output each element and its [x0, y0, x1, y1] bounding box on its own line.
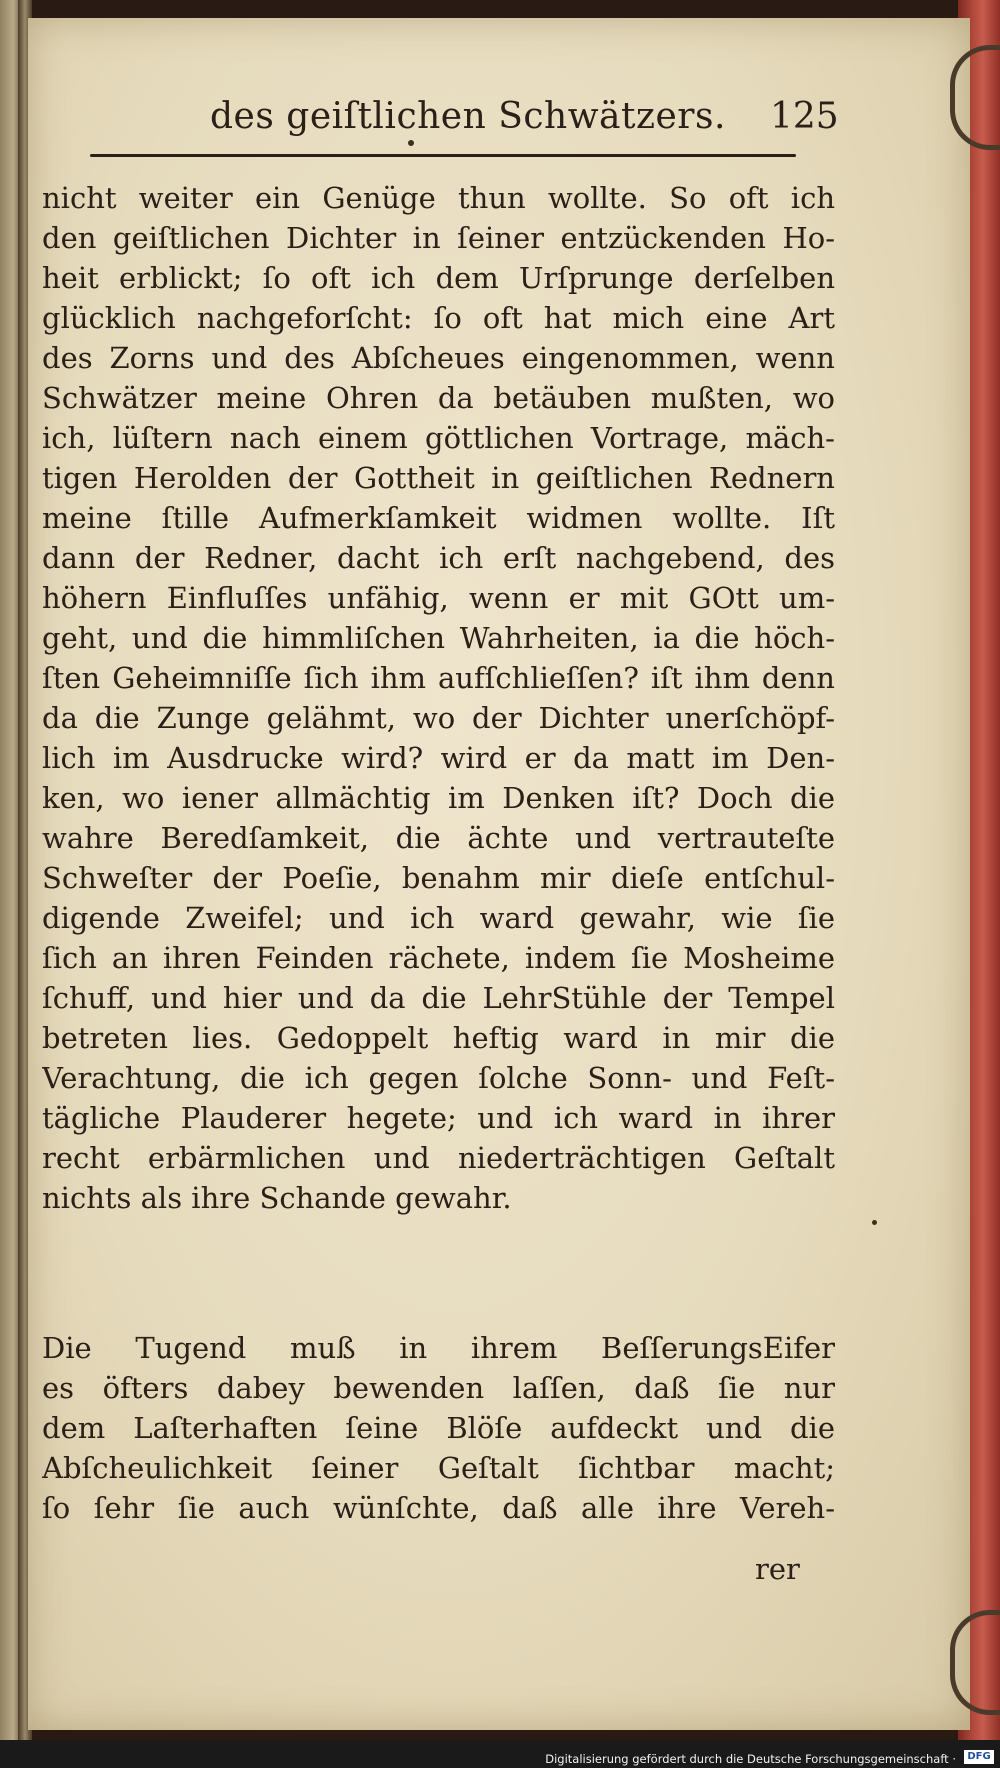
text-line: höhern Einfluſſes unfähig, wenn er mit GOtt um-	[42, 581, 835, 615]
text-line: ſten Geheimniſſe ſich ihm aufſchlieſſen? iſt ihm denn	[42, 661, 835, 695]
text-line: Schwätzer meine Ohren da betäuben mußten, wo	[42, 381, 835, 415]
text-line: nicht weiter ein Genüge thun wollte. So oft ich	[42, 181, 835, 215]
text-line: ſchuff, und hier und da die LehrStühle der Tempel	[42, 981, 835, 1015]
text-line: es öfters dabey bewenden laſſen, daß ſie nur	[42, 1371, 835, 1405]
text-line: tägliche Plauderer hegete; und ich ward in ihrer	[42, 1101, 835, 1135]
text-line: ich, lüſtern nach einem göttlichen Vortrage, mäch-	[42, 421, 835, 455]
text-line: da die Zunge gelähmt, wo der Dichter unerſchöpf-	[42, 701, 835, 735]
funding-credit: Digitalisierung gefördert durch die Deutsche Forschungsgemeinschaft ·	[545, 1752, 956, 1766]
dfg-logo: DFG	[964, 1750, 994, 1764]
text-line: recht erbärmlichen und niederträchtigen Geſtalt	[42, 1141, 835, 1175]
text-line: digende Zweifel; und ich ward gewahr, wie ſie	[42, 901, 835, 935]
text-line: heit erblickt; ſo oft ich dem Urſprunge derſelben	[42, 261, 835, 295]
top-clasp-icon	[950, 45, 1000, 150]
text-line: Verachtung, die ich gegen ſolche Sonn- und Feſt-	[42, 1061, 835, 1095]
text-line: Die Tugend muß in ihrem BeſſerungsEifer	[42, 1331, 835, 1365]
text-line: wahre Beredſamkeit, die ächte und vertrauteſte	[42, 821, 835, 855]
catchword: rer	[755, 1552, 800, 1586]
text-line: ſich an ihren Feinden rächete, indem ſie Mosheime	[42, 941, 835, 975]
text-line: den geiſtlichen Dichter in ſeiner entzückenden Ho-	[42, 221, 835, 255]
running-title: des geiſtlichen Schwätzers.	[210, 96, 726, 137]
text-line: geht, und die himmliſchen Wahrheiten, ia die höch-	[42, 621, 835, 655]
text-line: glücklich nachgeforſcht: ſo oft hat mich eine Art	[42, 301, 835, 335]
header-rule	[90, 154, 796, 157]
text-line: des Zorns und des Abſcheues eingenommen, wenn	[42, 341, 835, 375]
ink-speck	[408, 140, 414, 146]
text-line: ken, wo iener allmächtig im Denken iſt? Doch die	[42, 781, 835, 815]
text-line: meine ſtille Aufmerkſamkeit widmen wollte. Iſt	[42, 501, 835, 535]
text-line: Abſcheulichkeit ſeiner Geſtalt ſichtbar macht;	[42, 1451, 835, 1485]
page-number: 125	[770, 96, 839, 137]
text-line: betreten lies. Gedoppelt heftig ward in mir die	[42, 1021, 835, 1055]
text-line: dem Laſterhaften ſeine Blöſe aufdeckt und die	[42, 1411, 835, 1445]
text-line: lich im Ausdrucke wird? wird er da matt im Den-	[42, 741, 835, 775]
ink-speck	[872, 1220, 877, 1225]
text-line: tigen Herolden der Gottheit in geiſtlichen Rednern	[42, 461, 835, 495]
text-line: Schweſter der Poeſie, benahm mir dieſe entſchul-	[42, 861, 835, 895]
bottom-clasp-icon	[950, 1610, 1000, 1715]
text-line: nichts als ihre Schande gewahr.	[42, 1181, 512, 1215]
text-line: ſo ſehr ſie auch wünſchte, daß alle ihre Vereh-	[42, 1491, 835, 1525]
text-line: dann der Redner, dacht ich erſt nachgebend, des	[42, 541, 835, 575]
